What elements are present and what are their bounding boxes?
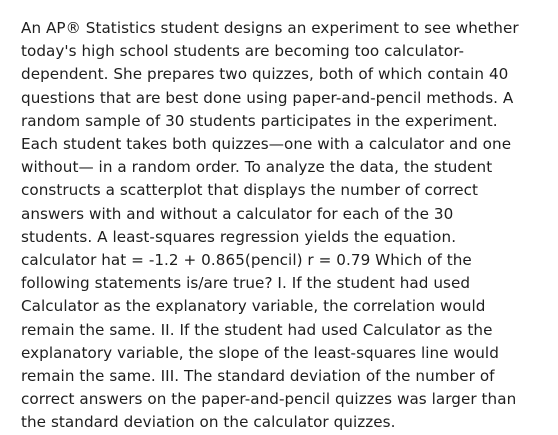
question-line: following statements is/are true? I. If the student had used [21,274,471,293]
question-line: correct answers on the paper-and-pencil quizzes was larger than [21,390,517,409]
question-line: without— in a random order. To analyze the data, the student [21,158,493,177]
question-line: answers with and without a calculator for each of the 30 [21,204,454,223]
question-text [21,17,546,435]
question-line: An AP® Statistics student designs an experiment to see whether [21,19,519,37]
question-line: dependent. She prepares two quizzes, both of which contain 40 [21,65,509,84]
question-line: explanatory variable, the slope of the least-squares line would [21,343,499,362]
question-line: questions that are best done using paper-and-pencil methods. A [21,88,514,107]
question-line: random sample of 30 students participates in the experiment. [21,111,498,130]
question-line: the standard deviation on the calculator quizzes. [21,413,396,432]
question-line: Calculator as the explanatory variable, the correlation would [21,297,486,316]
question-line: Each student takes both quizzes—one with a calculator and one [21,135,512,154]
question-line: constructs a scatterplot that displays the number of correct [21,181,479,200]
question-line: remain the same. III. The standard deviation of the number of [21,367,495,386]
question-line: students. A least-squares regression yields the equation. [21,227,457,246]
question-line: remain the same. II. If the student had used Calculator as the [21,320,493,339]
question-line: calculator hat = -1.2 + 0.865(pencil) r = 0.79 Which of the [21,251,472,270]
question-line: today's high school students are becoming too calculator- [21,42,465,61]
